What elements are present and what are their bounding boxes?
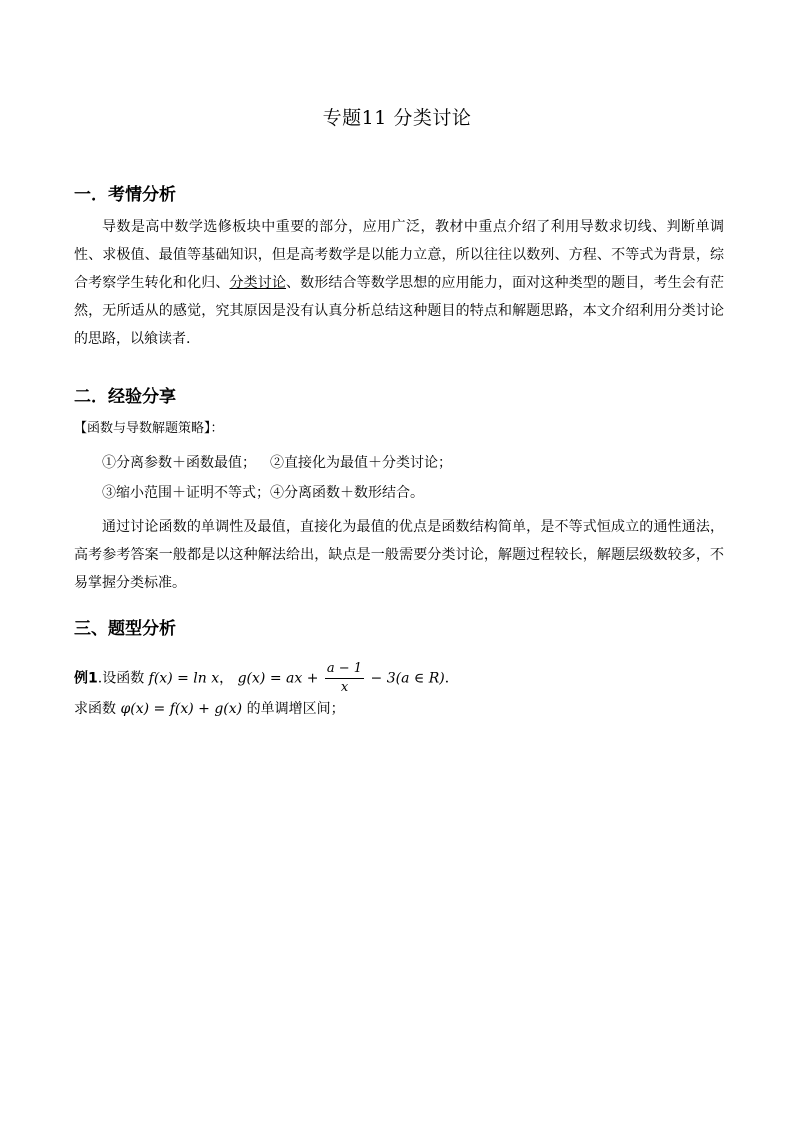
fraction [325,660,364,697]
strategy-item-3-4: ③缩小范围＋证明不等式；④分离函数＋数形结合。 [102,485,424,501]
analysis-text-b: 、数形结合等数学思想的应用能力，面对这种类型的题目，考生会有茫然，无所适从的感觉，究其原因是没有认真分析总结这种题目的特点和解题思路，本文介绍利用分类讨论的思路，以飨读者. [74,275,725,347]
fraction-numerator: a − 1 [325,660,364,679]
question-post: 的单调增区间； [246,701,345,717]
fraction-denominator: x [340,680,349,695]
section-heading-problems: 三、题型分析 [74,619,176,639]
example-end: ． [444,670,459,687]
example-pre: .设函数 [97,670,145,687]
strategy-label: 【函数与导数解题策略】： [74,421,224,436]
strategy-item-2: ②直接化为最值＋分类讨论； [270,455,452,471]
document-title: 专题11 分类讨论 [322,107,472,129]
separator: ， [219,670,234,687]
section-heading-analysis: 一．考情分析 [74,185,176,205]
analysis-link[interactable]: 分类讨论 [229,275,287,291]
analysis-paragraph [74,213,724,353]
section-heading-experience: 二．经验分享 [74,387,176,407]
experience-paragraph: 通过讨论函数的单调性及最值，直接化为最值的优点是函数结构简单，是不等式恒成立的通性通法，高考参考答案一般都是以这种解法给出，缺点是一般需要分类讨论，解题过程较长，解题层级数较多，不易掌握分类标准。 [74,519,724,591]
example-label: 例1 [74,670,98,687]
question-math: φ(x) = f(x) + g(x) [120,701,243,717]
g-definition-b: − 3(a ∈ R) [370,670,445,687]
question-pre: 求函数 [74,701,116,717]
f-definition: f(x) = ln x [148,670,220,687]
analysis-text-a: 导数是高中数学选修板块中重要的部分，应用广泛，教材中重点介绍了利用导数求切线、判断单调性、求极值、最值等基础知识，但是高考数学是以能力立意，所以往往以数列、方程、不等式为背景，综合考察学生转化和化归、 [74,219,724,291]
strategy-item-1: ①分离参数＋函数最值； [102,455,256,471]
question-1 [74,698,345,718]
example-1 [74,660,459,697]
g-definition-a: g(x) = ax + [237,670,319,687]
